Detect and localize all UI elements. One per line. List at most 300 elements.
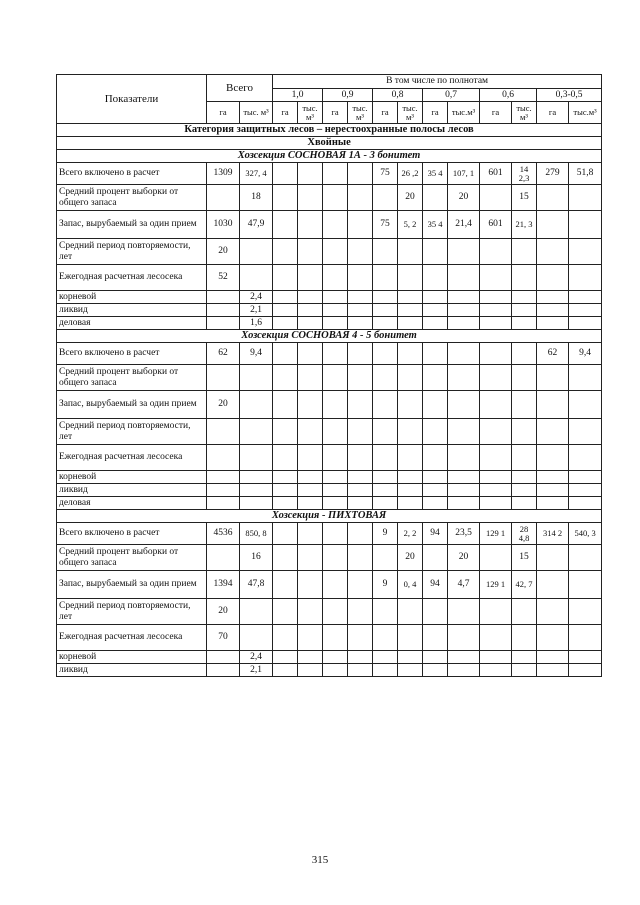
table-cell <box>373 484 398 497</box>
table-cell <box>448 317 480 330</box>
table-cell <box>323 391 348 419</box>
table-cell: 279 <box>537 163 569 185</box>
table-cell <box>298 651 323 664</box>
table-cell <box>273 651 298 664</box>
table-cell: 23,5 <box>448 523 480 545</box>
table-cell <box>423 343 448 365</box>
table-cell <box>323 304 348 317</box>
table-cell <box>273 571 298 599</box>
header-unit-12: га <box>537 102 569 124</box>
table-row <box>57 484 602 497</box>
table-cell <box>512 445 537 471</box>
table-cell <box>512 304 537 317</box>
table-cell <box>512 419 537 445</box>
row-label: Средний процент выборки от общего запаса <box>57 545 207 571</box>
table-cell <box>373 625 398 651</box>
table-cell: 540, 3 <box>569 523 602 545</box>
table-cell <box>373 343 398 365</box>
table-row <box>57 419 602 445</box>
table-cell <box>373 185 398 211</box>
table-cell <box>448 419 480 445</box>
table-cell <box>569 471 602 484</box>
table-cell: 9 <box>373 571 398 599</box>
table-cell: 314 2 <box>537 523 569 545</box>
table-cell <box>348 304 373 317</box>
table-row <box>57 211 602 239</box>
table-cell: 14 2,3 <box>512 163 537 185</box>
row-label: деловая <box>57 317 207 330</box>
row-label: Средний процент выборки от общего запаса <box>57 365 207 391</box>
table-row <box>57 625 602 651</box>
row-label: ликвид <box>57 304 207 317</box>
table-cell <box>398 664 423 677</box>
table-cell <box>298 419 323 445</box>
table-cell <box>537 304 569 317</box>
table-cell <box>423 471 448 484</box>
table-cell <box>569 445 602 471</box>
table-cell <box>273 391 298 419</box>
table-cell <box>348 291 373 304</box>
table-cell <box>448 265 480 291</box>
table-cell <box>398 599 423 625</box>
table-cell <box>512 391 537 419</box>
table-cell <box>423 291 448 304</box>
header-density-5: 0,3-0,5 <box>537 89 602 102</box>
table-cell <box>240 471 273 484</box>
table-cell <box>423 445 448 471</box>
table-cell: 15 <box>512 185 537 211</box>
table-cell <box>398 304 423 317</box>
table-cell: 2,1 <box>240 664 273 677</box>
table-cell: 20 <box>398 185 423 211</box>
table-cell <box>373 664 398 677</box>
table-cell <box>207 664 240 677</box>
table-cell: 62 <box>537 343 569 365</box>
table-cell <box>273 163 298 185</box>
table-cell: 21,4 <box>448 211 480 239</box>
header-density-3: 0,7 <box>423 89 480 102</box>
table-cell: 129 1 <box>480 571 512 599</box>
table-cell <box>323 291 348 304</box>
table-cell <box>298 445 323 471</box>
section-title: Хозсекция СОСНОВАЯ 1А - 3 бонитет <box>57 150 602 163</box>
row-label: Запас, вырубаемый за один прием <box>57 391 207 419</box>
table-cell <box>423 545 448 571</box>
table-cell <box>398 391 423 419</box>
table-cell <box>480 445 512 471</box>
table-cell <box>240 419 273 445</box>
table-cell: 15 <box>512 545 537 571</box>
header-unit-0: га <box>207 102 240 124</box>
table-cell <box>512 664 537 677</box>
table-cell <box>537 484 569 497</box>
row-label: Всего включено в расчет <box>57 343 207 365</box>
table-cell <box>423 365 448 391</box>
category-title: Категория защитных лесов – нерестоохранные полосы лесов <box>57 124 602 137</box>
row-label: Ежегодная расчетная лесосека <box>57 445 207 471</box>
table-cell: 75 <box>373 163 398 185</box>
table-cell: 47,9 <box>240 211 273 239</box>
table-cell <box>348 419 373 445</box>
table-cell: 327, 4 <box>240 163 273 185</box>
table-cell <box>323 497 348 510</box>
table-row <box>57 265 602 291</box>
header-density-4: 0,6 <box>480 89 537 102</box>
table-cell: 1030 <box>207 211 240 239</box>
table-cell <box>348 523 373 545</box>
table-cell <box>298 291 323 304</box>
table-cell <box>273 419 298 445</box>
table-row <box>57 365 602 391</box>
table-cell <box>323 664 348 677</box>
table-cell <box>448 625 480 651</box>
table-cell <box>207 484 240 497</box>
table-cell <box>569 599 602 625</box>
table-cell <box>323 163 348 185</box>
table-cell: 16 <box>240 545 273 571</box>
table-cell <box>448 445 480 471</box>
table-cell <box>323 484 348 497</box>
table-cell <box>448 291 480 304</box>
table-cell <box>398 317 423 330</box>
table-cell <box>240 365 273 391</box>
table-cell <box>398 365 423 391</box>
row-label: ликвид <box>57 484 207 497</box>
table-cell <box>373 471 398 484</box>
section-title: Хозсекция СОСНОВАЯ 4 - 5 бонитет <box>57 330 602 343</box>
table-cell <box>298 239 323 265</box>
table-cell <box>273 545 298 571</box>
table-cell: 94 <box>423 523 448 545</box>
table-cell <box>273 291 298 304</box>
table-cell: 70 <box>207 625 240 651</box>
table-cell <box>398 651 423 664</box>
row-label: корневой <box>57 651 207 664</box>
table-cell <box>240 484 273 497</box>
table-cell: 52 <box>207 265 240 291</box>
table-cell <box>398 445 423 471</box>
table-cell: 9,4 <box>569 343 602 365</box>
table-cell <box>373 419 398 445</box>
table-cell <box>207 445 240 471</box>
table-cell <box>323 343 348 365</box>
table-cell <box>298 571 323 599</box>
table-cell <box>323 471 348 484</box>
table-cell <box>537 571 569 599</box>
table-cell <box>537 291 569 304</box>
table-cell <box>323 365 348 391</box>
table-cell <box>537 625 569 651</box>
table-cell <box>323 211 348 239</box>
table-cell <box>298 625 323 651</box>
header-unit-3: тыс. м³ <box>298 102 323 124</box>
table-cell <box>480 265 512 291</box>
table-cell <box>480 599 512 625</box>
table-cell <box>569 391 602 419</box>
table-cell <box>423 185 448 211</box>
table-cell <box>207 185 240 211</box>
table-cell <box>298 523 323 545</box>
table-row <box>57 185 602 211</box>
table-cell <box>298 471 323 484</box>
table-cell <box>537 497 569 510</box>
table-cell <box>423 419 448 445</box>
table-cell <box>373 391 398 419</box>
table-cell <box>398 239 423 265</box>
header-unit-6: га <box>373 102 398 124</box>
table-cell <box>569 291 602 304</box>
table-cell <box>448 304 480 317</box>
table-cell <box>480 365 512 391</box>
table-cell <box>423 497 448 510</box>
table-cell <box>423 651 448 664</box>
table-cell: 20 <box>448 545 480 571</box>
table-cell <box>207 419 240 445</box>
table-cell: 20 <box>207 391 240 419</box>
table-cell <box>323 651 348 664</box>
table-cell <box>240 625 273 651</box>
table-cell <box>273 625 298 651</box>
table-cell <box>348 445 373 471</box>
header-density-0: 1,0 <box>273 89 323 102</box>
header-unit-7: тыс. м³ <box>398 102 423 124</box>
row-label: корневой <box>57 291 207 304</box>
table-cell <box>423 625 448 651</box>
table-row <box>57 545 602 571</box>
table-cell <box>398 291 423 304</box>
table-cell <box>298 343 323 365</box>
row-label: Ежегодная расчетная лесосека <box>57 625 207 651</box>
header-unit-8: га <box>423 102 448 124</box>
table-cell <box>537 651 569 664</box>
table-cell <box>398 625 423 651</box>
table-cell <box>569 211 602 239</box>
table-cell <box>348 365 373 391</box>
table-row <box>57 163 602 185</box>
header-group-title: В том числе по полнотам <box>273 75 602 89</box>
table-cell <box>207 304 240 317</box>
table-cell <box>348 664 373 677</box>
table-cell <box>273 497 298 510</box>
table-cell <box>323 185 348 211</box>
table-cell <box>348 163 373 185</box>
table-cell <box>298 664 323 677</box>
table-cell <box>348 265 373 291</box>
table-cell <box>480 291 512 304</box>
table-cell <box>569 317 602 330</box>
table-cell <box>373 317 398 330</box>
header-unit-13: тыс.м³ <box>569 102 602 124</box>
table-cell <box>240 445 273 471</box>
table-cell: 1309 <box>207 163 240 185</box>
table-cell <box>398 497 423 510</box>
row-label: ликвид <box>57 664 207 677</box>
table-cell: 20 <box>398 545 423 571</box>
table-cell <box>448 651 480 664</box>
table-cell <box>373 265 398 291</box>
table-cell <box>273 317 298 330</box>
table-cell: 35 4 <box>423 163 448 185</box>
table-cell <box>512 599 537 625</box>
table-cell <box>373 239 398 265</box>
table-cell <box>323 523 348 545</box>
table-cell <box>323 625 348 651</box>
table-cell <box>398 343 423 365</box>
table-cell: 9,4 <box>240 343 273 365</box>
table-cell <box>348 343 373 365</box>
table-cell <box>373 497 398 510</box>
table-cell <box>298 211 323 239</box>
section-title: Хозсекция - ПИХТОВАЯ <box>57 510 602 523</box>
table-cell <box>323 545 348 571</box>
table-cell <box>569 304 602 317</box>
table-cell <box>569 651 602 664</box>
table-cell: 2,4 <box>240 291 273 304</box>
table-cell: 62 <box>207 343 240 365</box>
table-cell <box>480 664 512 677</box>
table-cell: 1394 <box>207 571 240 599</box>
table-cell <box>298 163 323 185</box>
table-cell <box>348 545 373 571</box>
table-cell <box>569 419 602 445</box>
table-cell <box>448 484 480 497</box>
table-cell <box>423 239 448 265</box>
table-cell <box>512 239 537 265</box>
table-cell <box>512 497 537 510</box>
table-cell <box>448 365 480 391</box>
table-cell <box>569 484 602 497</box>
header-unit-5: тыс. м³ <box>348 102 373 124</box>
table-row <box>57 523 602 545</box>
table-row <box>57 239 602 265</box>
header-unit-2: га <box>273 102 298 124</box>
table-cell: 20 <box>207 239 240 265</box>
table-cell <box>348 571 373 599</box>
table-cell <box>480 239 512 265</box>
table-cell: 20 <box>207 599 240 625</box>
table-cell <box>373 291 398 304</box>
table-cell <box>398 471 423 484</box>
table-cell: 1,6 <box>240 317 273 330</box>
table-row <box>57 664 602 677</box>
table-cell <box>348 185 373 211</box>
table-cell: 5, 2 <box>398 211 423 239</box>
table-cell <box>207 545 240 571</box>
table-cell <box>373 651 398 664</box>
table-cell <box>348 484 373 497</box>
table-cell <box>273 185 298 211</box>
table-cell <box>348 211 373 239</box>
table-cell <box>207 291 240 304</box>
table-cell <box>537 365 569 391</box>
table-cell <box>537 211 569 239</box>
table-cell <box>537 545 569 571</box>
table-cell <box>373 445 398 471</box>
table-cell <box>480 545 512 571</box>
table-cell <box>569 265 602 291</box>
table-cell <box>298 391 323 419</box>
table-cell <box>207 317 240 330</box>
table-cell <box>512 625 537 651</box>
row-label: Ежегодная расчетная лесосека <box>57 265 207 291</box>
table-cell <box>373 304 398 317</box>
table-cell <box>569 497 602 510</box>
table-row <box>57 599 602 625</box>
table-cell <box>537 265 569 291</box>
table-cell <box>207 471 240 484</box>
header-unit-10: га <box>480 102 512 124</box>
table-cell <box>537 471 569 484</box>
table-cell <box>423 265 448 291</box>
table-cell <box>480 625 512 651</box>
row-label: Средний процент выборки от общего запаса <box>57 185 207 211</box>
table-cell <box>569 545 602 571</box>
header-unit-11: тыс. м³ <box>512 102 537 124</box>
table-cell: 20 <box>448 185 480 211</box>
table-cell <box>537 391 569 419</box>
table-cell: 601 <box>480 163 512 185</box>
table-cell <box>512 484 537 497</box>
table-cell <box>348 651 373 664</box>
table-row <box>57 317 602 330</box>
table-cell <box>323 265 348 291</box>
table-cell <box>537 664 569 677</box>
table-cell <box>569 571 602 599</box>
table-cell <box>207 365 240 391</box>
table-cell <box>348 497 373 510</box>
table-cell <box>448 664 480 677</box>
table-cell <box>448 471 480 484</box>
table-cell: 94 <box>423 571 448 599</box>
table-cell <box>480 651 512 664</box>
table-row <box>57 304 602 317</box>
table-cell <box>273 599 298 625</box>
table-cell: 9 <box>373 523 398 545</box>
table-cell <box>240 265 273 291</box>
table-row <box>57 471 602 484</box>
forest-table <box>56 74 602 677</box>
table-row <box>57 291 602 304</box>
table-cell <box>298 365 323 391</box>
table-cell <box>512 291 537 304</box>
table-cell <box>323 445 348 471</box>
table-cell <box>512 651 537 664</box>
table-cell: 4,7 <box>448 571 480 599</box>
table-cell <box>423 599 448 625</box>
table-row <box>57 571 602 599</box>
table-cell <box>480 343 512 365</box>
row-label: Всего включено в расчет <box>57 523 207 545</box>
table-row <box>57 445 602 471</box>
table-cell <box>240 391 273 419</box>
table-cell: 51,8 <box>569 163 602 185</box>
table-cell <box>298 484 323 497</box>
header-density-2: 0,8 <box>373 89 423 102</box>
table-cell <box>480 471 512 484</box>
table-cell <box>323 571 348 599</box>
table-cell <box>323 419 348 445</box>
page-number: 315 <box>311 854 329 866</box>
table-cell <box>480 391 512 419</box>
row-label: деловая <box>57 497 207 510</box>
table-cell <box>569 185 602 211</box>
table-cell <box>448 239 480 265</box>
table-cell <box>348 239 373 265</box>
table-cell <box>348 625 373 651</box>
table-cell <box>537 317 569 330</box>
table-cell <box>240 239 273 265</box>
table-cell <box>398 265 423 291</box>
